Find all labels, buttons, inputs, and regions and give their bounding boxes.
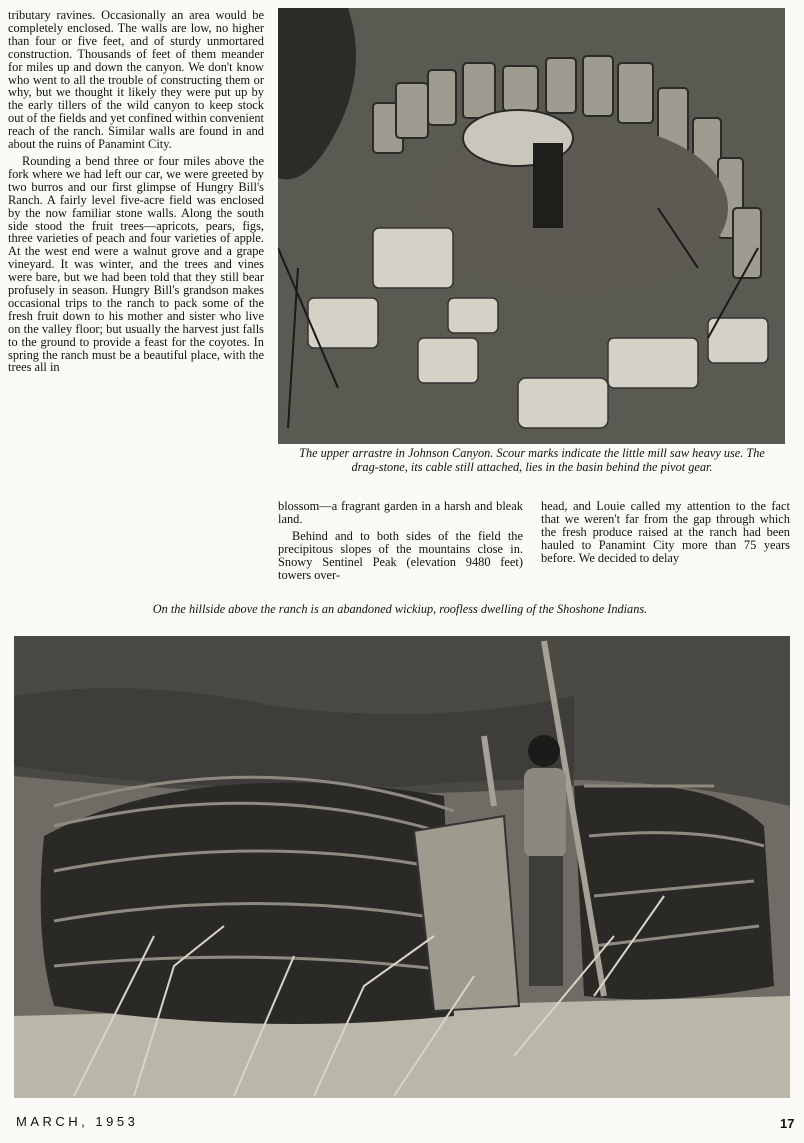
article-paragraph: head, and Louie called my attention to the fact that we weren't far from the gap through which the fresh produce raised at the ranch had been hauled to Panamint City more than 75 years before. We decided to delay <box>541 499 790 565</box>
page-number: 17 <box>780 1116 795 1131</box>
arrastre-caption: The upper arrastre in Johnson Canyon. Scour marks indicate the little mill saw heavy use. The drag-stone, its cable still attached, lies in the basin behind the pivot gear. <box>299 446 765 474</box>
wickiup-illustration <box>14 636 790 1098</box>
article-paragraph: tributary ravines. Occasionally an area would be completely enclosed. The walls are low, no higher than four or five feet, and of sturdy unmortared construction. Thousands of feet of them meander for miles up and down the canyon. We don't know who went to all the trouble of constructing them or why, but we thought it likely they were put up by the early tillers of the wild canyon to keep stock out of the fields and yet confined within convenient reach of the ranch. Similar walls are found in and about the ruins of Panamint City. <box>8 8 265 152</box>
issue-date: MARCH, 1953 <box>16 1114 139 1129</box>
wickiup-caption: On the hillside above the ranch is an abandoned wickiup, roofless dwelling of the Shoshone Indians. <box>152 602 648 616</box>
arrastre-illustration <box>278 8 785 444</box>
article-paragraph: blossom—a fragrant garden in a harsh and bleak land. <box>278 499 523 526</box>
wickiup-photo <box>14 636 790 1098</box>
article-paragraph: Behind and to both sides of the field the precipitous slopes of the mountains close in. Snowy Sentinel Peak (elevation 9480 feet) towers over- <box>278 528 523 582</box>
article-column-1 <box>8 9 264 587</box>
arrastre-photo <box>278 8 785 444</box>
article-column-3 <box>541 500 790 565</box>
article-paragraph: Rounding a bend three or four miles above the fork where we had left our car, we were greeted by two burros and our first glimpse of Hungry Bill's Ranch. A fairly level five-acre field was enclosed by the now familiar stone walls. Along the south side stood the fruit trees—apricots, pears, figs, three varieties of peach and four varieties of apple. At the west end were a walnut grove and a grape vineyard. It was winter, and the trees and vines were bare, but we had been told that they still bear profusely in season. Hungry Bill's grandson makes occasional trips to the ranch to pack some of the fresh fruit down to his mother and sister who live on the valley floor; but usually the harvest just falls to the ground to provide a feast for the coyotes. In spring the ranch must be a beautiful place, with the trees all in <box>8 153 264 375</box>
article-column-2 <box>278 500 523 581</box>
